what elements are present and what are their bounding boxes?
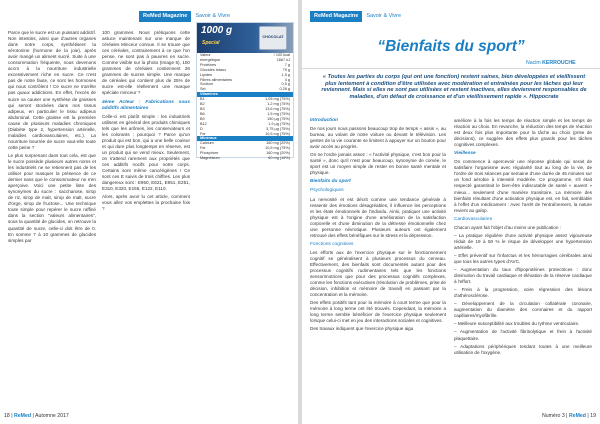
badge-label: CHOCOLAT: [262, 35, 284, 39]
list-item: – La pratique régulière d'une activité physique assez vigoureuse réduit de 19 à 50 % le risque de développer une hypertension artérielle.: [454, 232, 592, 250]
nutrient-value: / 100 kcal: [273, 53, 290, 57]
nutrient-name: Sel: [200, 87, 206, 92]
product-badge: [259, 26, 287, 50]
nutrient-name: Protéines: [200, 62, 217, 67]
nutrient-name: énergétique: [200, 57, 221, 62]
nutrient-value: 1,5 g: [281, 72, 290, 77]
nutrient-name: Calcium: [200, 141, 214, 146]
right-col1-paragraph: On ne l'ordre jamais assez : « l'activité physique, c'est bon pour la santé », donc qu'il n'est pour beaucoup, synonyme de corvée, le sport est un moyen simple de rester en bonne santé mentale et physique.: [310, 152, 446, 176]
nutrient-value: 1667 kJ: [276, 57, 290, 62]
list-item: – Meilleure susceptibilité aux troubles du rythme ventriculaire.: [454, 321, 580, 327]
section-heading: Vieillesse: [454, 151, 476, 157]
left-col2-paragraph: Celle-ci est plutôt simple : les industriels utilisent en général des produits chimiques tels que les arômes, les conservateurs et les colorants ; pourquoi ? Parce qu'un produit qui est bon, qui a une belle couleur et qui dure plus longtemps en réserve, est un produit qui se vend mieux. Seulement, on s'attend rarement aux propriétés que ces additifs nocifs pour notre corps. Certains sont même cancérigènes ! Ce sont ces E suivis de trois chiffres. Les plus dangereux sont : E950, E621, E951, E251, E310, E320, E155, E122, E110.: [102, 113, 190, 192]
header-magazine-label: ReMed Magazine: [310, 11, 362, 22]
list-item: – Adaptations périphériques tendant toutes à une meilleure utilisation de l'oxygène.: [454, 343, 592, 355]
nutrient-name: Fer: [200, 131, 206, 136]
right-column-1: [310, 118, 446, 335]
right-col1-paragraph: Des travaux indiquent que l'exercice physique aigu: [310, 326, 414, 332]
footer-issue: Automne 2017: [34, 413, 69, 419]
nutrient-value: 1,9 μg (75%): [268, 121, 290, 126]
subsection-heading: Fonctions cognitives: [310, 241, 354, 247]
nutrient-value: 10,5 mg (75%): [265, 146, 290, 151]
left-page: [0, 0, 298, 424]
nutrient-value: 4 g: [284, 77, 290, 82]
nutrient-name: Magnésium: [200, 156, 220, 161]
nutrient-name: B3: [200, 106, 205, 111]
section-heading: Introduction: [310, 118, 338, 123]
nutrient-name: Fibres alimentaires: [200, 77, 233, 82]
nutrition-table: [197, 53, 293, 161]
nutrient-name: B1: [200, 97, 205, 102]
nutrient-value: 3,75 μg (75%): [266, 126, 290, 131]
left-header: [0, 4, 298, 19]
nutrient-name: Fer: [200, 146, 206, 151]
intro-quote: « Toutes les parties du corps (qui ont une fonction) restent saines, bien développées et vieillissent plus lentement à condition d'être utilisées avec modération et entraînées pour les tâches qui leur reviennent. Mais si elles ne sont pas utilisées et restent inactives, elles deviennent responsables de maladies, d'un défaut de croissance et d'un vieillissement rapide ». Hippocrate: [321, 74, 587, 100]
right-header: [302, 4, 600, 19]
nutrient-name: Sodium: [200, 82, 213, 87]
nutrient-name: Lipides: [200, 72, 213, 77]
article-title: “Bienfaits du sport”: [377, 38, 525, 55]
nutrient-value: 0,28 g: [279, 87, 290, 92]
cardio-benefits-list: [454, 233, 592, 356]
right-col1-paragraph: Les efforts aux de l'exercice physique sur le fonctionnement cognitif se généralisent à plusieurs processus du cerveau. Effectivement, des bienfaits sont documentés autant pour des processus cognitifs rudimentaires tels que les fonctions sensorimotrices que pour des processus cognitifs complexes, comme les fonctions exécutives (résolution de problèmes, prise de décision, inhibition et mémoire de travail) en passant par la concentration et la mémoire.: [310, 249, 446, 298]
nutrient-value: 13,6 mg (75%): [265, 106, 290, 111]
right-column-2: [454, 118, 592, 358]
nutrient-value: 160 mg (20%): [266, 141, 290, 146]
nutrition-label-image: [196, 22, 294, 161]
nutrient-name: Valeur: [200, 53, 211, 57]
author-first-name: Nacim: [526, 60, 541, 66]
nutrient-value: 0,5 g: [281, 82, 290, 87]
right-col2-paragraph: améliore à la fois les temps de réaction simple et les temps de réaction au choix. En revanche, la réduction des temps de réaction est deux fois plus importante pour la tâche au choix (prise de décisions), ce suggère des effets plus grands pour les tâches cognitives complexes.: [454, 118, 592, 148]
nutrient-value: 160 mg (20%): [266, 151, 290, 156]
list-item: – Effet préventif sur l'infarctus et les hémorragies cérébrales ainsi que tous les autres types d'AVC.: [454, 252, 592, 264]
nutrient-name: Glucides totaux: [200, 67, 227, 72]
title-divider: [302, 68, 600, 69]
right-footer: Numéro 3 | ReMed | 19: [541, 413, 596, 419]
author-byline: [526, 60, 576, 66]
list-item: – Développement de la circulation collatérale coronaire, augmentation du diamètre des coronaires et du rapport capillaires/myofibrille.: [454, 301, 592, 319]
left-col1-paragraph: Le plus surprenant dans tout cela, est que le sucre possède plusieurs autres noms et les industriels ne se retiennent pas de les utiliser pour masquer la présence de ce dernier sans que le consommateur ne s'en aperçoive. Voici une petite liste des synonymes du sucre : saccharose, sirop de riz, sirop de malt, sirop de malt, sucre d'orge, sirop de fructose... Une technique toute simple pour repérer le sucre raffiné dans la section "valeurs alimentaires", sous la quantité de glucides, on retrouve la quantité de sucre, celle-ci doit être de 0. En somme 7 à 10 grammes de glucides simples par: [8, 152, 96, 243]
footer-issue: Numéro 3: [541, 413, 565, 419]
list-item: – Augmentation du taux d'lipoprotéines protectrices : donc diminution du travail cardiaque et élévation de la réserve cardiaque à l'effort.: [454, 267, 592, 285]
nutrient-value: 10,5 mg (75%): [265, 131, 290, 136]
section-heading: Bienfaits du sport: [310, 179, 351, 185]
left-footer: 18 | ReMed | Automne 2017: [4, 413, 69, 419]
subsection-heading: Psychologiques: [310, 188, 344, 194]
left-col1-paragraph: Parce que le sucre est un puissant addictif. Non intestins, ainsi que d'autres organes dans notre corps, synthétisent la sérotonine (hormone de la joie), après avoir mangé un aliment sucré. Suite à une consommation fréquente, nous devenons accro à la nourriture industrielle excessivement riche en sucre. Ce n'est pas de notre faute, ce sont les hormones qui nous contrôlent ! Ce sucre ne s'arrête pas quaux addictions. En effet, l'excès de sucre va causer une synthèse de graisses qui seront stockées dans nos tissus adipeux, en particulier le tissu adipeux abdominal. Cette graisse est la première cause de plusieurs maladies chroniques (Diabète type 2, hypertension artérielle, maladies cardiovasculaires, etc.). La nourriture bourrée de sucre vaut-elle toute cette peine ?: [8, 30, 96, 150]
product-name: Special: [202, 40, 220, 46]
header-section-label: Savoir & Vivre: [195, 13, 231, 19]
right-col1-paragraph: De nos jours nous passons beaucoup trop de temps « assis », au bureau, au volant de notre voiture ou devant le télévision. Les gestes de la vie courante se limitent à appuyer sur un bouton pour avoir accès au progrès.: [310, 126, 446, 150]
nutrient-name: B9: [200, 116, 205, 121]
nutrition-row: [197, 156, 293, 161]
left-col2-paragraph: Alors, après avoir lu cet article, comment vous allez vos emplettes la prochaine fois ?: [102, 194, 190, 212]
right-col2-paragraph: Chacun ayant fait l'objet d'au moins une publication :: [454, 224, 561, 230]
nutrition-banner: [197, 23, 293, 53]
nutrient-value: 7 g: [284, 62, 290, 67]
list-item: – Frein à la progression, voire régression des lésions d'athérosclérose.: [454, 287, 592, 299]
nutrient-value: 1,05 mg (75%): [265, 97, 290, 102]
nutrient-name: B6: [200, 111, 205, 116]
author-last-name: KERROUCHE: [542, 60, 576, 66]
page-number: 19: [590, 413, 596, 419]
subsection-heading: Cardiovasculaires: [454, 216, 493, 222]
nutrient-name: B2: [200, 102, 205, 107]
nutrient-value: 150 μg (75%): [267, 116, 290, 121]
left-column-2: [102, 30, 190, 214]
section-heading: 4ème Acteur : Fabrications sous additifs alimentaires: [102, 99, 190, 111]
footer-magazine: ReMed: [14, 413, 32, 419]
right-page: [302, 0, 600, 424]
nutrient-value: 60 mg (16%): [268, 156, 290, 161]
nutrient-value: 79 g: [282, 67, 290, 72]
left-col2-paragraph: 100 grammes. Nous prétiquons cette astuce maintenant sur une marque de céréales Minceur connue. Il se trouve que ces céréales, contrairement à ce que l'on pense, ne sont pas à pauvres en sucre. Comme visible sur la photo (Image 5), 100 grammes de céréales contiennent 26 grammes de sucres simple. Une marque de céréales qui contient plus de 25% de sucre est-elle réellement une marque spéciale minceur ?: [102, 30, 190, 96]
nutrient-value: 1,5 mg (75%): [267, 111, 290, 116]
product-weight: 1000 g: [201, 25, 233, 36]
left-column-1: [8, 30, 96, 246]
nutrient-value: 1,2 mg (75%): [267, 102, 290, 107]
nutrient-name: D: [200, 126, 203, 131]
header-magazine-label: ReMed Magazine: [139, 11, 191, 22]
list-item: – Augmentation de l'activité fibrinolytique et frein à l'activité plaquettaire.: [454, 329, 592, 341]
right-col2-paragraph: On commence à apercevoir une réponse globale qui serait de satisfaire l'organisme avec régularité tout au long de la vie, de l'ordre de trois séances par semaine d'une durée de 45 minutes sur un fond aérobie à intensité modérée. Ce programme, s'il était respecté garantirait le bien-être indiscutable de santé « auvent » mieux... seulement d'une manière transitoire. La mémoire des bienfaits résultant d'une activation physique est, en fait, semblable à l'effet d'un médicament : Avec l'arrêt de l'entraînement, la nature revient au galop.: [454, 159, 592, 213]
header-section-label: Savoir & Vivre: [366, 13, 402, 19]
right-col1-paragraph: Des effets positifs tant pour la mémoire à court terme que pour la mémoire à long terme ont été trouvés. Cependant, la mémoire a long terme semble bénéficier de l'exercice physique seulement lorsque celui-ci met en jeu des interactions sociales et cognitives.: [310, 300, 446, 324]
nutrient-name: B12: [200, 121, 207, 126]
nutrient-name: Phosphore: [200, 151, 219, 156]
page-number: 18: [4, 413, 10, 419]
nutrient-name: Vitamines: [200, 92, 218, 97]
right-col1-paragraph: La nervosité et est décrit comme une tendance générale à ressentir des émotions désagréables, il influence les perceptions et les états émotionnels de l'individu. Ainsi, pratiquer une activité physique est à l'origine d'une amélioration de la satisfaction corporelle et d'une diminution de la détresse émotionnelle chez une personne névrotique. Plusieurs auteurs ont également retrouvé des effets bénéfiques sur le stress et la dépression.: [310, 196, 446, 238]
nutrient-name: Minéraux: [200, 136, 217, 141]
footer-magazine: ReMed: [568, 413, 586, 419]
